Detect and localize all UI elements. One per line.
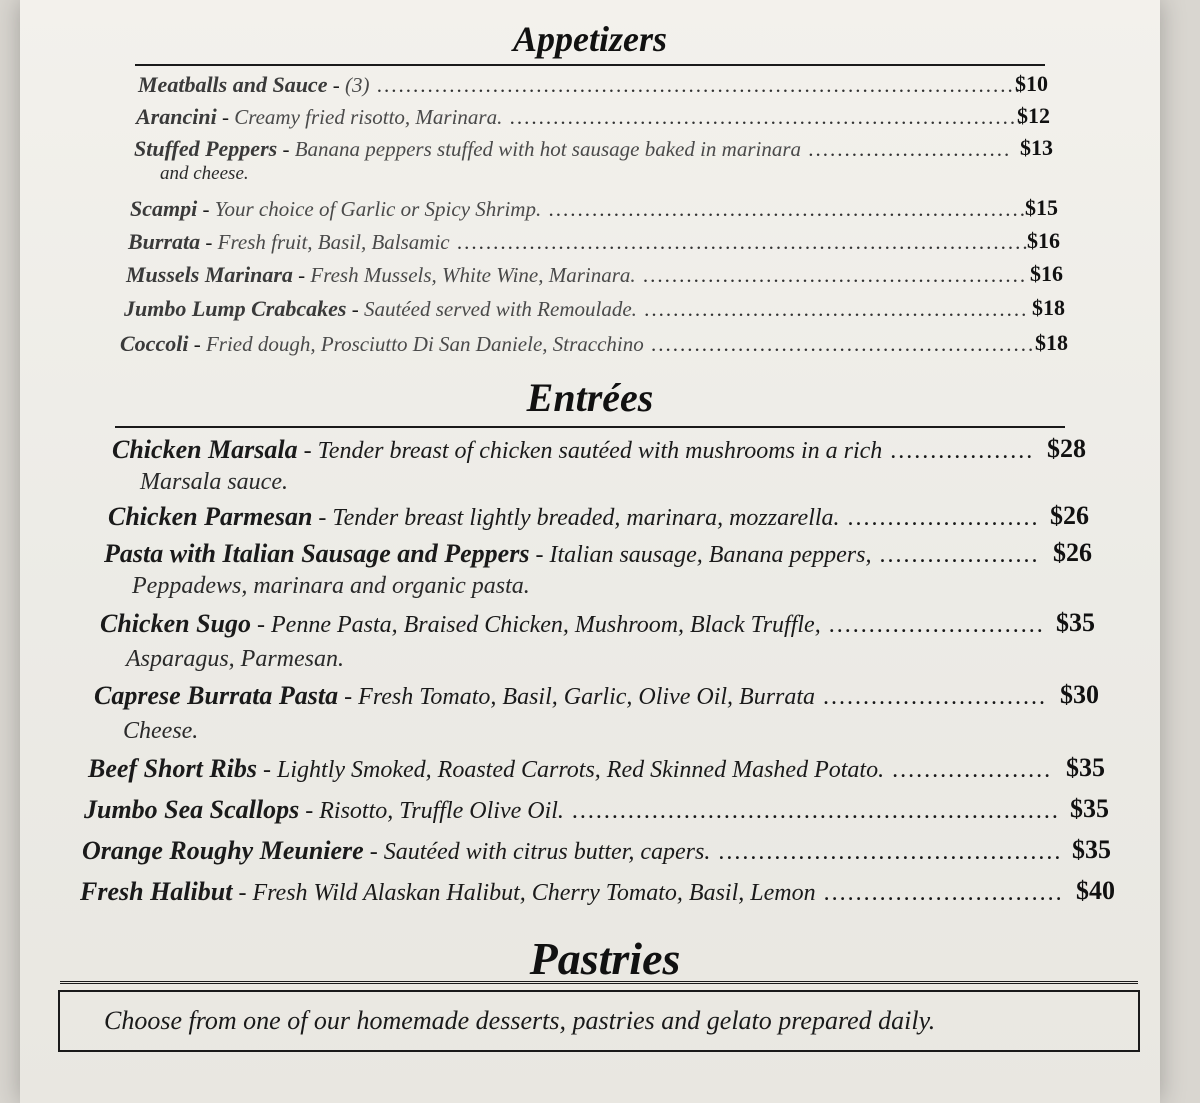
item-description: Your choice of Garlic or Spicy Shrimp. [214,197,542,221]
item-description: Fresh Mussels, White Wine, Marinara. [310,263,636,287]
pastries-note-box [58,990,1140,1052]
item-description-continued: and cheese. [160,163,249,184]
menu-item [126,262,1027,288]
menu-item [108,502,1040,532]
leader-dots: ..................................................... [643,332,1036,356]
menu-item [136,104,1024,130]
item-price: $15 [1025,195,1058,220]
item-price: $35 [1072,835,1111,864]
item-price: $28 [1047,434,1086,463]
leader-dots: ........................ [839,505,1040,531]
item-name: Orange Roughy Meuniere [82,836,364,865]
item-description: Sautéed with citrus butter, capers. [383,839,711,865]
menu-item [124,296,1028,322]
menu-page [20,0,1160,1103]
item-price: $12 [1017,103,1050,128]
item-description-continued: Asparagus, Parmesan. [126,646,345,672]
leader-dots: ........................................... [710,839,1063,865]
item-separator: - [197,197,215,221]
pastries-note: Choose from one of our homemade desserts, pastries and gelato prepared daily. [104,1006,936,1035]
item-name: Stuffed Peppers [134,136,278,161]
item-price: $35 [1056,608,1095,637]
menu-item [80,877,1064,907]
item-separator: - [297,438,318,464]
item-separator: - [200,230,218,254]
item-separator: - [292,263,311,287]
item-name: Chicken Parmesan [108,502,313,531]
leader-dots: ........................... [820,612,1045,638]
menu-item [104,539,1039,569]
leader-dots: ..................................................... [635,263,1028,287]
item-separator: - [363,839,384,865]
item-price: $18 [1032,295,1065,320]
item-separator: - [251,612,271,638]
item-separator: - [312,505,333,531]
item-description-continued: Marsala sauce. [140,469,288,495]
item-description-continued: Cheese. [123,718,199,744]
item-name: Scampi [130,196,198,221]
entrees-heading: Entrées [526,375,654,420]
item-description: Italian sausage, Banana peppers, [549,542,872,568]
item-name: Meatballs and Sauce [138,72,328,97]
item-description: Fried dough, Prosciutto Di San Daniele, Stracchino [205,332,644,356]
item-name: Fresh Halibut [80,877,233,906]
item-description: Banana peppers stuffed with hot sausage baked in marinara [294,137,802,161]
item-name: Mussels Marinara [126,262,293,287]
item-separator: - [277,137,295,161]
item-price: $40 [1076,876,1115,905]
item-description: Creamy fried risotto, Marinara. [234,105,503,129]
item-separator: - [257,757,278,783]
leader-dots: ..................................................... [636,297,1029,321]
item-description: Tender breast of chicken sautéed with mushrooms in a rich [317,438,883,464]
leader-dots: .................... [884,757,1053,783]
item-price: $35 [1070,794,1109,823]
item-description-continued: Peppadews, marinara and organic pasta. [132,573,530,599]
item-price: $26 [1050,501,1089,530]
leader-dots: .................... [871,542,1040,568]
item-price: $18 [1035,330,1068,355]
item-separator: - [529,542,550,568]
menu-item [94,681,1047,711]
item-name: Chicken Sugo [100,609,251,638]
leader-dots: ............................ [801,137,1012,161]
item-price: $16 [1030,261,1063,286]
leader-dots: .................. [882,438,1035,464]
menu-item [134,136,1011,162]
item-separator: - [216,105,235,129]
menu-item [100,609,1045,639]
item-separator: - [299,798,320,824]
item-price: $26 [1053,538,1092,567]
item-description: Penne Pasta, Braised Chicken, Mushroom, Black Truffle, [271,612,821,638]
item-description: Fresh fruit, Basil, Balsamic [217,230,450,254]
item-separator: - [346,297,364,321]
appetizers-heading: Appetizers [512,19,667,59]
leader-dots: ............................ [815,684,1048,710]
leader-dots: ............................................................. [563,798,1060,824]
appetizers-rule [135,64,1045,66]
item-name: Pasta with Italian Sausage and Peppers [104,539,530,568]
pastries-rule [60,981,1138,984]
leader-dots: ......................................................................................... [369,73,1022,97]
item-name: Coccoli [120,331,189,356]
leader-dots: .................................................................. [541,197,1027,221]
leader-dots: ....................................................................... [502,105,1025,129]
menu-item [128,229,1030,255]
menu-item [138,72,1022,98]
item-separator: - [188,332,206,356]
menu-item [112,435,1034,465]
menu-item [130,196,1027,222]
item-name: Beef Short Ribs [88,754,258,783]
item-separator: - [232,880,253,906]
pastries-heading: Pastries [529,933,681,984]
item-description: Fresh Tomato, Basil, Garlic, Olive Oil, Burrata [358,684,816,710]
item-description: (3) [344,73,370,97]
item-name: Jumbo Lump Crabcakes [124,296,347,321]
item-separator: - [338,684,359,710]
item-name: Caprese Burrata Pasta [94,681,339,710]
item-name: Burrata [128,229,201,254]
item-name: Chicken Marsala [112,435,298,464]
item-description: Sautéed served with Remoulade. [363,297,637,321]
item-description: Fresh Wild Alaskan Halibut, Cherry Tomato, Basil, Lemon [252,880,816,906]
menu-item [120,331,1035,357]
item-price: $13 [1020,135,1053,160]
leader-dots: .............................. [815,880,1064,906]
item-name: Arancini [136,104,217,129]
item-price: $16 [1027,228,1060,253]
item-separator: - [327,73,345,97]
item-price: $10 [1015,71,1048,96]
entrees-rule [115,426,1065,428]
menu-item [88,754,1052,784]
menu-item [82,836,1062,866]
item-name: Jumbo Sea Scallops [84,795,300,824]
item-price: $35 [1066,753,1105,782]
item-description: Tender breast lightly breaded, marinara, mozzarella. [332,505,840,531]
leader-dots: ............................................................................... [449,230,1030,254]
item-price: $30 [1060,680,1099,709]
item-description: Lightly Smoked, Roasted Carrots, Red Skinned Mashed Potato. [277,757,885,783]
menu-item [84,795,1060,825]
item-description: Risotto, Truffle Olive Oil. [319,798,564,824]
